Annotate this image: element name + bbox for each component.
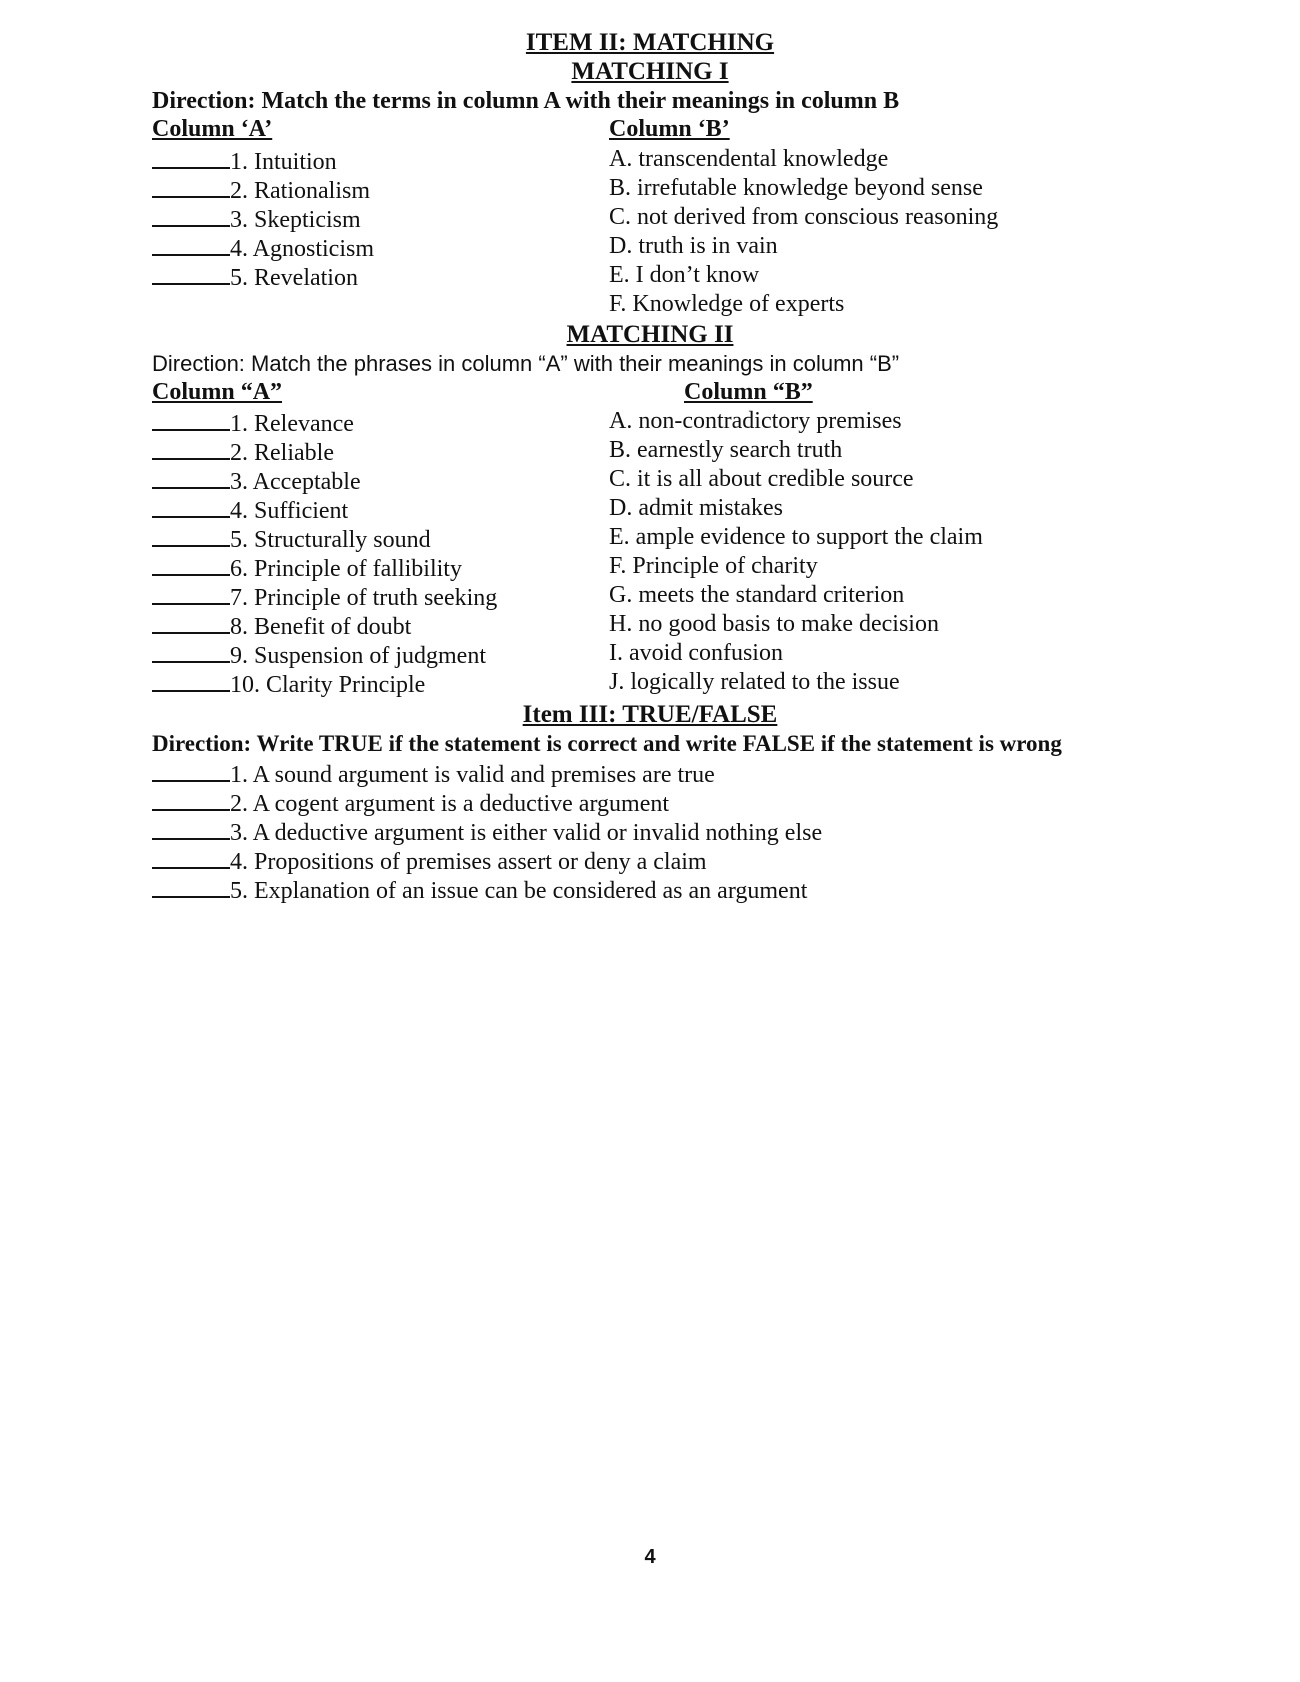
answer-blank[interactable]: [152, 436, 230, 460]
matching1-b-item: D. truth is in vain: [609, 233, 778, 259]
true-false-item: 5. Explanation of an issue can be considered as an argument: [152, 874, 807, 905]
matching1-a-item: 3. Skepticism: [152, 203, 361, 234]
matching2-a-item: 7. Principle of truth seeking: [152, 581, 497, 612]
matching1-title: MATCHING I: [571, 58, 729, 85]
matching2-a-item: 1. Relevance: [152, 407, 354, 438]
matching2-col-a-header: Column “A”: [152, 379, 283, 405]
answer-blank[interactable]: [152, 639, 230, 663]
matching2-b-item: A. non-contradictory premises: [609, 408, 902, 434]
item3-direction: Direction: Write TRUE if the statement is correct and write FALSE if the statement is wrong: [152, 731, 1062, 756]
matching2-a-item: 2. Reliable: [152, 436, 334, 467]
matching2-b-item: F. Principle of charity: [609, 553, 818, 579]
item3-title: Item III: TRUE/FALSE: [522, 701, 778, 728]
matching2-b-item: H. no good basis to make decision: [609, 611, 939, 637]
matching2-col-b-header: Column “B”: [684, 379, 813, 405]
answer-blank[interactable]: [152, 758, 230, 782]
answer-blank[interactable]: [152, 668, 230, 692]
answer-blank[interactable]: [152, 816, 230, 840]
matching2-a-item: 8. Benefit of doubt: [152, 610, 411, 641]
answer-blank[interactable]: [152, 874, 230, 898]
matching2-a-item: 3. Acceptable: [152, 465, 361, 496]
matching1-b-item: E. I don’t know: [609, 262, 760, 288]
matching1-col-a-header: Column ‘A’: [152, 116, 273, 142]
true-false-item: 2. A cogent argument is a deductive argument: [152, 787, 669, 818]
matching2-a-item: 10. Clarity Principle: [152, 668, 425, 699]
matching1-a-item: 5. Revelation: [152, 261, 358, 292]
matching2-b-item: I. avoid confusion: [609, 640, 783, 666]
matching1-b-item: B. irrefutable knowledge beyond sense: [609, 175, 983, 201]
answer-blank[interactable]: [152, 494, 230, 518]
answer-blank[interactable]: [152, 203, 230, 227]
matching2-b-item: G. meets the standard criterion: [609, 582, 905, 608]
answer-blank[interactable]: [152, 261, 230, 285]
matching2-b-item: E. ample evidence to support the claim: [609, 524, 983, 550]
answer-blank[interactable]: [152, 174, 230, 198]
matching2-b-item: B. earnestly search truth: [609, 437, 843, 463]
answer-blank[interactable]: [152, 845, 230, 869]
matching2-a-item: 9. Suspension of judgment: [152, 639, 486, 670]
answer-blank[interactable]: [152, 465, 230, 489]
matching1-a-item: 4. Agnosticism: [152, 232, 374, 263]
item2-title: ITEM II: MATCHING: [525, 29, 775, 56]
matching2-b-item: C. it is all about credible source: [609, 466, 914, 492]
answer-blank[interactable]: [152, 787, 230, 811]
answer-blank[interactable]: [152, 407, 230, 431]
matching2-a-item: 4. Sufficient: [152, 494, 348, 525]
matching1-b-item: F. Knowledge of experts: [609, 291, 845, 317]
matching2-a-item: 6. Principle of fallibility: [152, 552, 462, 583]
matching1-a-item: 2. Rationalism: [152, 174, 370, 205]
answer-blank[interactable]: [152, 145, 230, 169]
answer-blank[interactable]: [152, 232, 230, 256]
answer-blank[interactable]: [152, 523, 230, 547]
matching2-title: MATCHING II: [566, 321, 734, 348]
matching1-b-item: C. not derived from conscious reasoning: [609, 204, 999, 230]
true-false-item: 4. Propositions of premises assert or deny a claim: [152, 845, 707, 876]
page-number: 4: [644, 1546, 656, 1568]
matching1-direction: Direction: Match the terms in column A with their meanings in column B: [152, 88, 900, 114]
true-false-item: 1. A sound argument is valid and premises are true: [152, 758, 715, 789]
answer-blank[interactable]: [152, 610, 230, 634]
true-false-item: 3. A deductive argument is either valid or invalid nothing else: [152, 816, 822, 847]
answer-blank[interactable]: [152, 552, 230, 576]
matching1-col-b-header: Column ‘B’: [609, 116, 730, 142]
matching2-b-item: D. admit mistakes: [609, 495, 783, 521]
matching1-b-item: A. transcendental knowledge: [609, 146, 889, 172]
matching2-a-item: 5. Structurally sound: [152, 523, 431, 554]
matching1-a-item: 1. Intuition: [152, 145, 337, 176]
matching2-b-item: J. logically related to the issue: [609, 669, 900, 695]
answer-blank[interactable]: [152, 581, 230, 605]
matching2-direction: Direction: Match the phrases in column “A” with their meanings in column “B”: [152, 351, 900, 376]
